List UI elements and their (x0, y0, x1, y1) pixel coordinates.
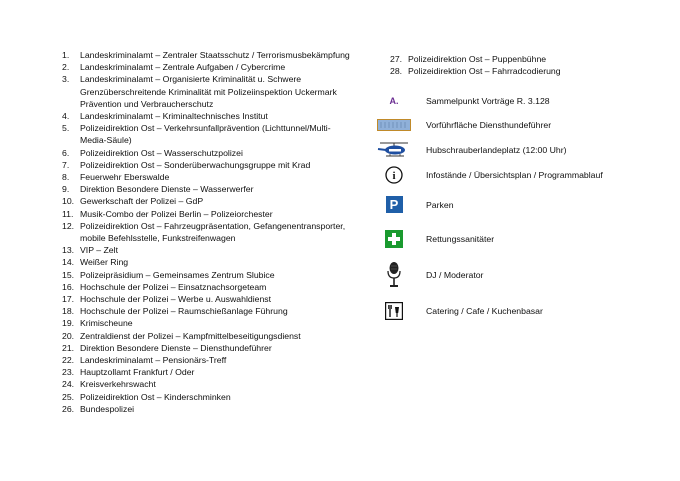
item-number: 14. (62, 257, 75, 268)
list-item (390, 65, 670, 77)
item-text: Hochschule der Polizei – Werbe u. Auswahldienst (80, 294, 272, 305)
item-number: 2. (62, 62, 70, 73)
item-text: Kreisverkehrswacht (80, 379, 156, 390)
legend-label: Parken (426, 199, 454, 210)
parking-icon: P (376, 196, 412, 213)
item-text: Bundespolizei (80, 403, 135, 414)
item-text: Polizeidirektion Ost – Wasserschutzpolizei (80, 147, 243, 158)
item-number: 15. (62, 269, 75, 280)
legend-label: Sammelpunkt Vorträge R. 3.128 (426, 96, 550, 106)
item-text: Polizeidirektion Ost – Verkehrsunfallprävention (Lichttunnel/Multi-Media-Säule) (80, 123, 331, 146)
item-text: Landeskriminalamt – Organisierte Kriminalität u. Schwere Grenzüberschreitende Kriminalität mit Polizeiinspektion Uckermark Prävention und Verbraucherschutz (80, 74, 337, 109)
item-text: Direktion Besondere Dienste – Diensthundeführer (80, 342, 272, 353)
stage-platform-icon (376, 119, 412, 131)
item-number: 8. (62, 172, 70, 183)
item-text: Musik-Combo der Polizei Berlin – Polizeiorchester (80, 208, 273, 219)
item-number: 18. (62, 306, 75, 317)
item-text: Polizeidirektion Ost – Sonderüberwachungsgruppe mit Krad (80, 159, 311, 170)
item-number: 10. (62, 196, 75, 207)
list-item (62, 256, 352, 268)
item-text: Gewerkschaft der Polizei – GdP (80, 196, 204, 207)
item-number: 24. (62, 379, 75, 390)
item-text: Weißer Ring (80, 257, 129, 268)
list-item (62, 317, 352, 329)
list-item (62, 342, 352, 354)
item-text: Krimischeune (80, 318, 133, 329)
exhibitor-list-left (62, 49, 352, 415)
item-number: 7. (62, 159, 70, 170)
list-item (62, 281, 352, 293)
item-number: 11. (62, 208, 74, 219)
legend-row-assembly-point (376, 96, 550, 106)
item-text: Landeskriminalamt – Pensionärs-Treff (80, 355, 227, 366)
catering-icon (376, 302, 412, 320)
item-number: 12. (62, 220, 75, 231)
list-item (62, 391, 352, 403)
item-number: 16. (62, 281, 75, 292)
item-text: Landeskriminalamt – Zentraler Staatsschutz / Terrorismusbekämpfung (80, 50, 350, 60)
legend-label: Infostände / Übersichtsplan / Programmablauf (426, 170, 603, 180)
item-text: Feuerwehr Eberswalde (80, 172, 170, 183)
microphone-icon (376, 262, 412, 288)
legend-row-info (376, 166, 603, 184)
item-number: 17. (62, 294, 75, 305)
item-text: Hochschule der Polizei – Einsatznachsorgeteam (80, 281, 267, 292)
legend-row-catering (376, 302, 543, 320)
list-item (62, 366, 352, 378)
list-item (62, 110, 352, 122)
item-text: Polizeidirektion Ost – Fahrradcodierung (408, 66, 561, 77)
item-number: 9. (62, 184, 70, 195)
list-item (62, 220, 352, 244)
item-text: Polizeidirektion Ost – Puppenbühne (408, 54, 547, 64)
item-number: 26. (62, 403, 75, 414)
item-text: Hauptzollamt Frankfurt / Oder (80, 367, 195, 378)
item-number: 19. (62, 318, 75, 329)
list-item (62, 330, 352, 342)
legend-label: Vorführfläche Diensthundeführer (426, 120, 552, 130)
first-aid-icon (376, 230, 412, 248)
item-text: Hochschule der Polizei – Raumschießanlage Führung (80, 306, 288, 317)
list-item (62, 269, 352, 281)
legend-label: Hubschrauberlandeplatz (12:00 Uhr) (426, 145, 567, 155)
list-item (62, 208, 352, 220)
list-item (62, 73, 352, 110)
item-number: 4. (62, 111, 70, 122)
svg-text:i: i (392, 170, 396, 183)
item-text: Direktion Besondere Dienste – Wasserwerfer (80, 184, 254, 195)
legend-row-demo-area (376, 119, 551, 131)
list-item (62, 171, 352, 183)
item-number: 22. (62, 355, 75, 366)
item-number: 6. (62, 147, 70, 158)
numbered-list-continued (390, 53, 670, 77)
legend-label: DJ / Moderator (426, 270, 484, 280)
item-number: 1. (62, 50, 70, 60)
list-item (390, 53, 670, 65)
legend-row-first-aid (376, 230, 494, 248)
item-number: 3. (62, 74, 70, 85)
item-number: 28. (390, 66, 403, 77)
list-item (62, 61, 352, 73)
item-text: Polizeidirektion Ost – Fahrzeugpräsentation, Gefangenentransporter, mobile Befehlsstelle, Funkstreifenwagen (80, 220, 346, 244)
list-item (62, 159, 352, 171)
list-item (62, 49, 352, 61)
numbered-list (62, 49, 352, 415)
item-text: VIP – Zelt (80, 245, 118, 256)
list-item (62, 183, 352, 195)
legend-label: Rettungssanitäter (426, 234, 495, 244)
legend-row-dj (376, 262, 483, 288)
item-number: 20. (62, 330, 75, 341)
list-item (62, 122, 352, 146)
item-number: 13. (62, 245, 75, 256)
list-item (62, 293, 352, 305)
legend-label: Catering / Cafe / Kuchenbasar (426, 306, 543, 316)
item-number: 5. (62, 123, 70, 134)
list-item (62, 354, 352, 366)
list-item (62, 147, 352, 159)
list-item (62, 195, 352, 207)
item-text: Polizeidirektion Ost – Kinderschminken (80, 391, 231, 402)
info-icon (376, 166, 412, 184)
item-text: Zentraldienst der Polizei – Kampfmittelbeseitigungsdienst (80, 330, 301, 341)
list-item (62, 378, 352, 390)
exhibitor-list-right (390, 53, 670, 77)
item-number: 27. (390, 54, 403, 64)
list-item (62, 244, 352, 256)
list-item (62, 305, 352, 317)
list-item (62, 403, 352, 415)
item-text: Landeskriminalamt – Zentrale Aufgaben / Cybercrime (80, 62, 286, 73)
item-number: 23. (62, 367, 75, 378)
item-text: Polizeipräsidium – Gemeinsames Zentrum Slubice (80, 269, 275, 280)
item-number: 25. (62, 391, 75, 402)
letter-a-marker: A. (389, 96, 399, 106)
item-number: 21. (62, 342, 75, 353)
police-helicopter-icon (376, 141, 412, 159)
legend-row-helipad (376, 141, 567, 159)
item-text: Landeskriminalamt – Kriminaltechnisches Institut (80, 111, 268, 122)
legend-row-parking (376, 196, 454, 213)
